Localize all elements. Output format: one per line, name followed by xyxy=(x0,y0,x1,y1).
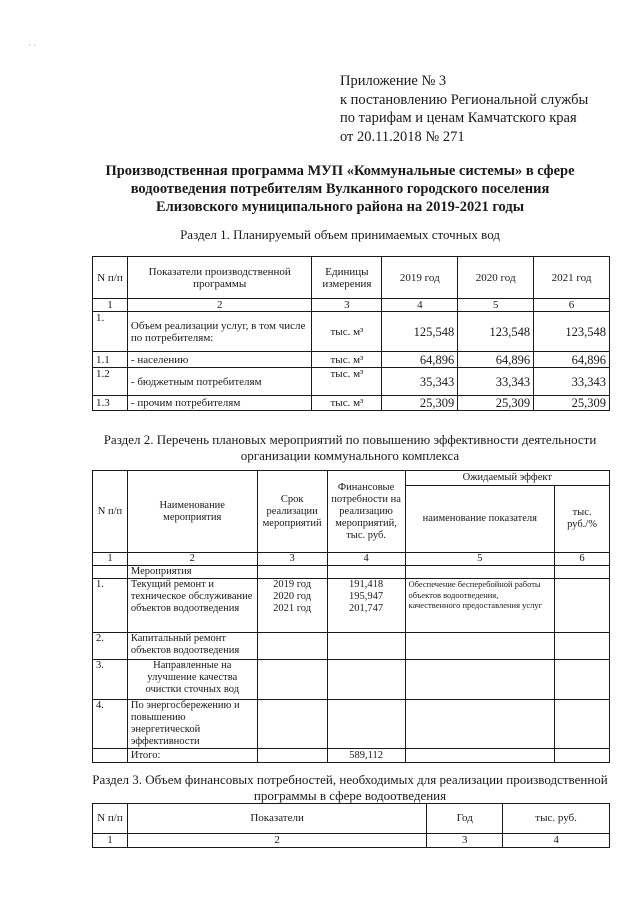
row-2020: 25,309 xyxy=(458,396,534,411)
section2-table xyxy=(92,470,610,763)
row-num: 1. xyxy=(93,579,128,633)
table-row xyxy=(93,566,610,579)
table-row xyxy=(93,700,610,749)
table-header-row xyxy=(93,257,610,299)
table-row xyxy=(93,579,610,633)
row-num: 1.2 xyxy=(93,368,128,396)
header-unit: Единицы измерения xyxy=(312,257,382,299)
amount: 201,747 xyxy=(349,603,384,614)
col-num: 6 xyxy=(534,299,610,312)
row-2019: 25,309 xyxy=(382,396,458,411)
header-2021: 2021 год xyxy=(534,257,610,299)
header-num: N п/п xyxy=(93,471,128,553)
row-2021: 64,896 xyxy=(534,352,610,368)
section2-heading-line-2: организации коммунального комплекса xyxy=(240,448,460,463)
col-num: 4 xyxy=(382,299,458,312)
row-2019: 125,548 xyxy=(382,312,458,352)
section1-table xyxy=(92,256,610,411)
col-num: 5 xyxy=(458,299,534,312)
col-num: 3 xyxy=(427,834,503,848)
row-2020: 123,548 xyxy=(458,312,534,352)
amount: 191,418 xyxy=(349,579,384,590)
row-name: - населению xyxy=(127,352,312,368)
header-finance: Финансовые потребности на реализацию мероприятий, тыс. руб. xyxy=(327,471,405,553)
table-row xyxy=(93,368,610,396)
table-row xyxy=(93,352,610,368)
section3-heading-line-1: Раздел 3. Объем финансовых потребностей, необходимых для реализации производственной xyxy=(92,772,608,787)
section3-table xyxy=(92,803,610,848)
row-unit: тыс. м³ xyxy=(312,312,382,352)
total-label: Итого: xyxy=(127,749,257,763)
row-2021: 25,309 xyxy=(534,396,610,411)
col-num: 1 xyxy=(93,553,128,566)
header-indicator: Показатели производственной программы xyxy=(127,257,312,299)
total-row xyxy=(93,749,610,763)
row-unit: тыс. м³ xyxy=(312,368,382,396)
row-name: По энергосбережению и повышению энергетической эффективности xyxy=(127,700,257,749)
table-row xyxy=(93,396,610,411)
document-title xyxy=(60,162,620,216)
title-line-1: Производственная программа МУП «Коммунальные системы» в сфере xyxy=(105,163,575,179)
appendix-line-4: от 20.11.2018 № 271 xyxy=(340,128,465,145)
row-term xyxy=(257,579,327,633)
row-num: 1.3 xyxy=(93,396,128,411)
row-2019: 35,343 xyxy=(382,368,458,396)
header-2020: 2020 год xyxy=(458,257,534,299)
row-2020: 33,343 xyxy=(458,368,534,396)
row-num: 3. xyxy=(93,660,128,700)
col-num: 6 xyxy=(555,553,610,566)
column-number-row xyxy=(93,553,610,566)
col-num: 5 xyxy=(405,553,555,566)
row-effect: Обеспечение бесперебойной работы объектов водоотведения, качественного предоставления услуг xyxy=(405,579,555,633)
col-num: 3 xyxy=(312,299,382,312)
header-num: N п/п xyxy=(93,804,128,834)
table-row xyxy=(93,660,610,700)
row-name: - бюджетным потребителям xyxy=(127,368,312,396)
col-num: 2 xyxy=(127,553,257,566)
table-row xyxy=(93,633,610,660)
header-amount: тыс. руб. xyxy=(503,804,610,834)
appendix-line-3: по тарифам и ценам Камчатского края xyxy=(340,110,577,126)
header-effect-name: наименование показателя xyxy=(405,486,555,553)
section1-heading: Раздел 1. Планируемый объем принимаемых сточных вод xyxy=(180,227,500,242)
col-num: 4 xyxy=(327,553,405,566)
col-num: 1 xyxy=(93,299,128,312)
row-name: Капитальный ремонт объектов водоотведения xyxy=(127,633,257,660)
header-effect-unit: тыс. руб./% xyxy=(555,486,610,553)
row-unit: тыс. м³ xyxy=(312,396,382,411)
row-finance xyxy=(327,579,405,633)
appendix-block xyxy=(340,72,588,146)
table-header-row xyxy=(93,804,610,834)
row-name: - прочим потребителям xyxy=(127,396,312,411)
header-year: Год xyxy=(427,804,503,834)
appendix-line-2: к постановлению Региональной службы xyxy=(340,91,589,108)
header-name: Наименование мероприятия xyxy=(127,471,257,553)
row-name: Направленные на улучшение качества очистки сточных вод xyxy=(127,660,257,700)
table-row xyxy=(93,312,610,352)
row-num: 2. xyxy=(93,633,128,660)
group-label: Мероприятия xyxy=(127,566,257,579)
scan-mark: · · xyxy=(28,40,37,50)
row-num: 1.1 xyxy=(93,352,128,368)
row-unit: тыс. м³ xyxy=(312,352,382,368)
row-2021: 123,548 xyxy=(534,312,610,352)
row-2020: 64,896 xyxy=(458,352,534,368)
row-num: 4. xyxy=(93,700,128,749)
section3-heading xyxy=(60,772,640,804)
col-num: 4 xyxy=(503,834,610,848)
header-num: N п/п xyxy=(93,257,128,299)
section2-heading-line-1: Раздел 2. Перечень плановых мероприятий по повышению эффективности деятельности xyxy=(103,432,597,447)
column-number-row xyxy=(93,299,610,312)
year: 2019 год xyxy=(273,579,312,590)
year: 2021 год xyxy=(273,603,312,614)
col-num: 2 xyxy=(127,834,426,848)
header-effect: Ожидаемый эффект xyxy=(405,471,609,486)
table-header-row xyxy=(93,471,610,486)
title-line-3: Елизовского муниципального района на 2019-2021 годы xyxy=(155,199,525,215)
row-2019: 64,896 xyxy=(382,352,458,368)
amount: 195,947 xyxy=(349,591,384,602)
header-term: Срок реализации мероприятий xyxy=(257,471,327,553)
row-name: Объем реализации услуг, в том числе по потребителям: xyxy=(127,312,312,352)
col-num: 3 xyxy=(257,553,327,566)
header-2019: 2019 год xyxy=(382,257,458,299)
row-2021: 33,343 xyxy=(534,368,610,396)
section2-heading xyxy=(60,432,640,464)
header-indicator: Показатели xyxy=(127,804,426,834)
title-line-2: водоотведения потребителям Вулканного городского поселения xyxy=(130,181,550,197)
row-name: Текущий ремонт и техническое обслуживание объектов водоотведения xyxy=(127,579,257,633)
total-value: 589,112 xyxy=(327,749,405,763)
year: 2020 год xyxy=(273,591,312,602)
column-number-row xyxy=(93,834,610,848)
appendix-line-1: Приложение № 3 xyxy=(340,73,447,89)
col-num: 2 xyxy=(127,299,312,312)
col-num: 1 xyxy=(93,834,128,848)
row-num: 1. xyxy=(93,312,128,352)
section3-heading-line-2: программы в сфере водоотведения xyxy=(253,788,447,803)
